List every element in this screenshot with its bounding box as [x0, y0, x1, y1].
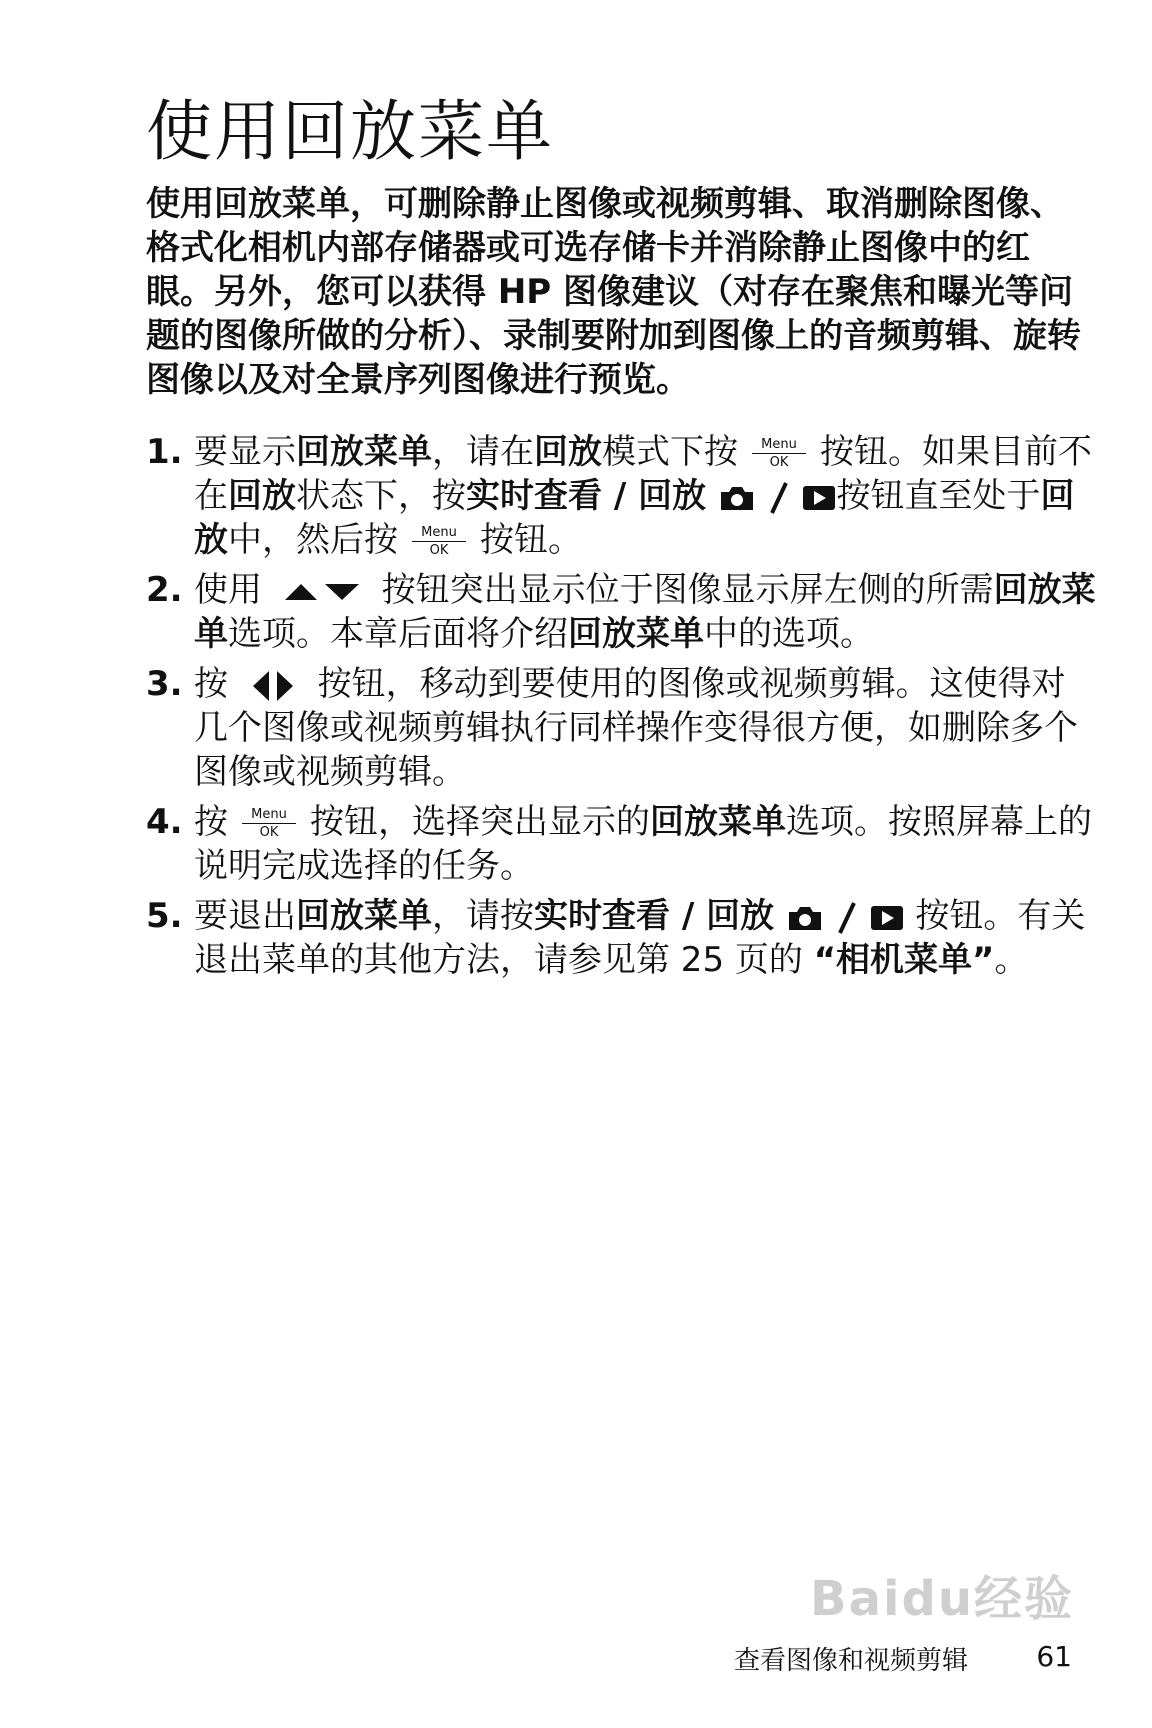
menu-ok-bottom: OK: [429, 543, 449, 558]
step-bold: 回放菜单: [650, 802, 786, 842]
step-bold: 回放: [534, 432, 602, 472]
step-bold: 实时查看 / 回放: [466, 476, 707, 516]
step-bold: 回放菜单: [296, 896, 432, 936]
step-text: 按钮。: [480, 520, 582, 560]
watermark: Baidu经验: [810, 1571, 1074, 1627]
step-text: 选项。按照屏幕上的说明完成选择的任务。: [194, 802, 1092, 886]
steps-list: [146, 430, 1096, 988]
step-text: 按钮，选择突出显示的: [310, 802, 650, 842]
step-bold: 回放菜单: [568, 614, 704, 654]
step-item-1: [146, 430, 1096, 562]
step-bold: 回放: [194, 476, 1075, 560]
step-number: 4.: [146, 802, 183, 842]
step-text: ，请在: [432, 432, 534, 472]
intro-text-3: （对存在聚焦和曝光等问题的图像所做的分析）、录制要附加到图像上的音频剪辑、旋转图像以及对全景序列图像进行预览。: [146, 272, 1081, 400]
step-text: 按钮。如果目前不在: [194, 432, 1092, 516]
menu-ok-top: Menu: [752, 438, 806, 454]
camera-icon: [717, 483, 757, 513]
step-item-4: [146, 800, 1096, 888]
step-text: 选项。本章后面将介绍: [228, 614, 568, 654]
intro-bold-2: HP 图像建议: [497, 272, 700, 312]
step-text: ，请按: [432, 896, 534, 936]
step-bold: “相机菜单”: [813, 940, 995, 980]
intro-text-2: ，可删除静止图像或视频剪辑、取消删除图像、格式化相机内部存储器或可选存储卡并消除静止图像中的红眼。另外，您可以获得: [146, 184, 1064, 312]
step-bold: 回放菜单: [296, 432, 432, 472]
step-bold: 回放: [228, 476, 296, 516]
step-text: 模式下按: [602, 432, 738, 472]
step-text: 中，然后按: [228, 520, 398, 560]
step-number: 2.: [146, 570, 183, 610]
step-item-2: [146, 568, 1096, 656]
page-number: 61: [1036, 1640, 1072, 1673]
intro-paragraph: [146, 182, 1086, 402]
step-text: 按钮。有关退出菜单的其他方法，请参见第 25 页的: [194, 896, 1086, 980]
step-text: 按钮，移动到要使用的图像或视频剪辑。这使得对几个图像或视频剪辑执行同样操作变得很方便，如删除多个图像或视频剪辑。: [194, 664, 1078, 792]
step-number: 3.: [146, 664, 183, 704]
menu-ok-top: Menu: [412, 526, 466, 542]
step-bold: 实时查看 / 回放: [534, 896, 775, 936]
up-down-arrows-icon: [283, 580, 361, 604]
step-text: 使用: [194, 570, 262, 610]
step-number: 1.: [146, 432, 183, 472]
page-title: 使用回放菜单: [146, 93, 554, 170]
camera-icon: [785, 903, 825, 933]
footer-section-title: 查看图像和视频剪辑: [733, 1646, 968, 1676]
intro-bold-1: 回放菜单: [214, 184, 350, 224]
menu-ok-bottom: OK: [259, 825, 279, 840]
menu-ok-icon: [412, 526, 466, 557]
step-item-3: [146, 662, 1096, 794]
step-text: 中的选项。: [704, 614, 874, 654]
step-text: 按钮突出显示位于图像显示屏左侧的所需: [381, 570, 994, 610]
page-footer: [0, 1640, 1152, 1680]
step-text: 按: [194, 802, 228, 842]
play-icon: [869, 903, 905, 933]
menu-ok-top: Menu: [242, 808, 296, 824]
step-text: 按钮直至处于: [836, 476, 1041, 516]
step-text: 按: [194, 664, 228, 704]
step-number: 5.: [146, 896, 183, 936]
step-text: 状态下，按: [296, 476, 466, 516]
slash-icon: [768, 481, 790, 515]
left-right-arrows-icon: [249, 669, 297, 703]
step-text: 要显示: [194, 432, 296, 472]
menu-ok-icon: [752, 438, 806, 469]
intro-text-1: 使用: [146, 184, 214, 224]
step-text: 要退出: [194, 896, 296, 936]
play-icon: [801, 483, 837, 513]
menu-ok-bottom: OK: [769, 455, 789, 470]
step-text: 。: [994, 940, 1029, 980]
slash-icon: [836, 901, 858, 935]
step-item-5: [146, 894, 1096, 982]
menu-ok-icon: [242, 808, 296, 839]
step-bold: 回放菜单: [194, 570, 1096, 654]
